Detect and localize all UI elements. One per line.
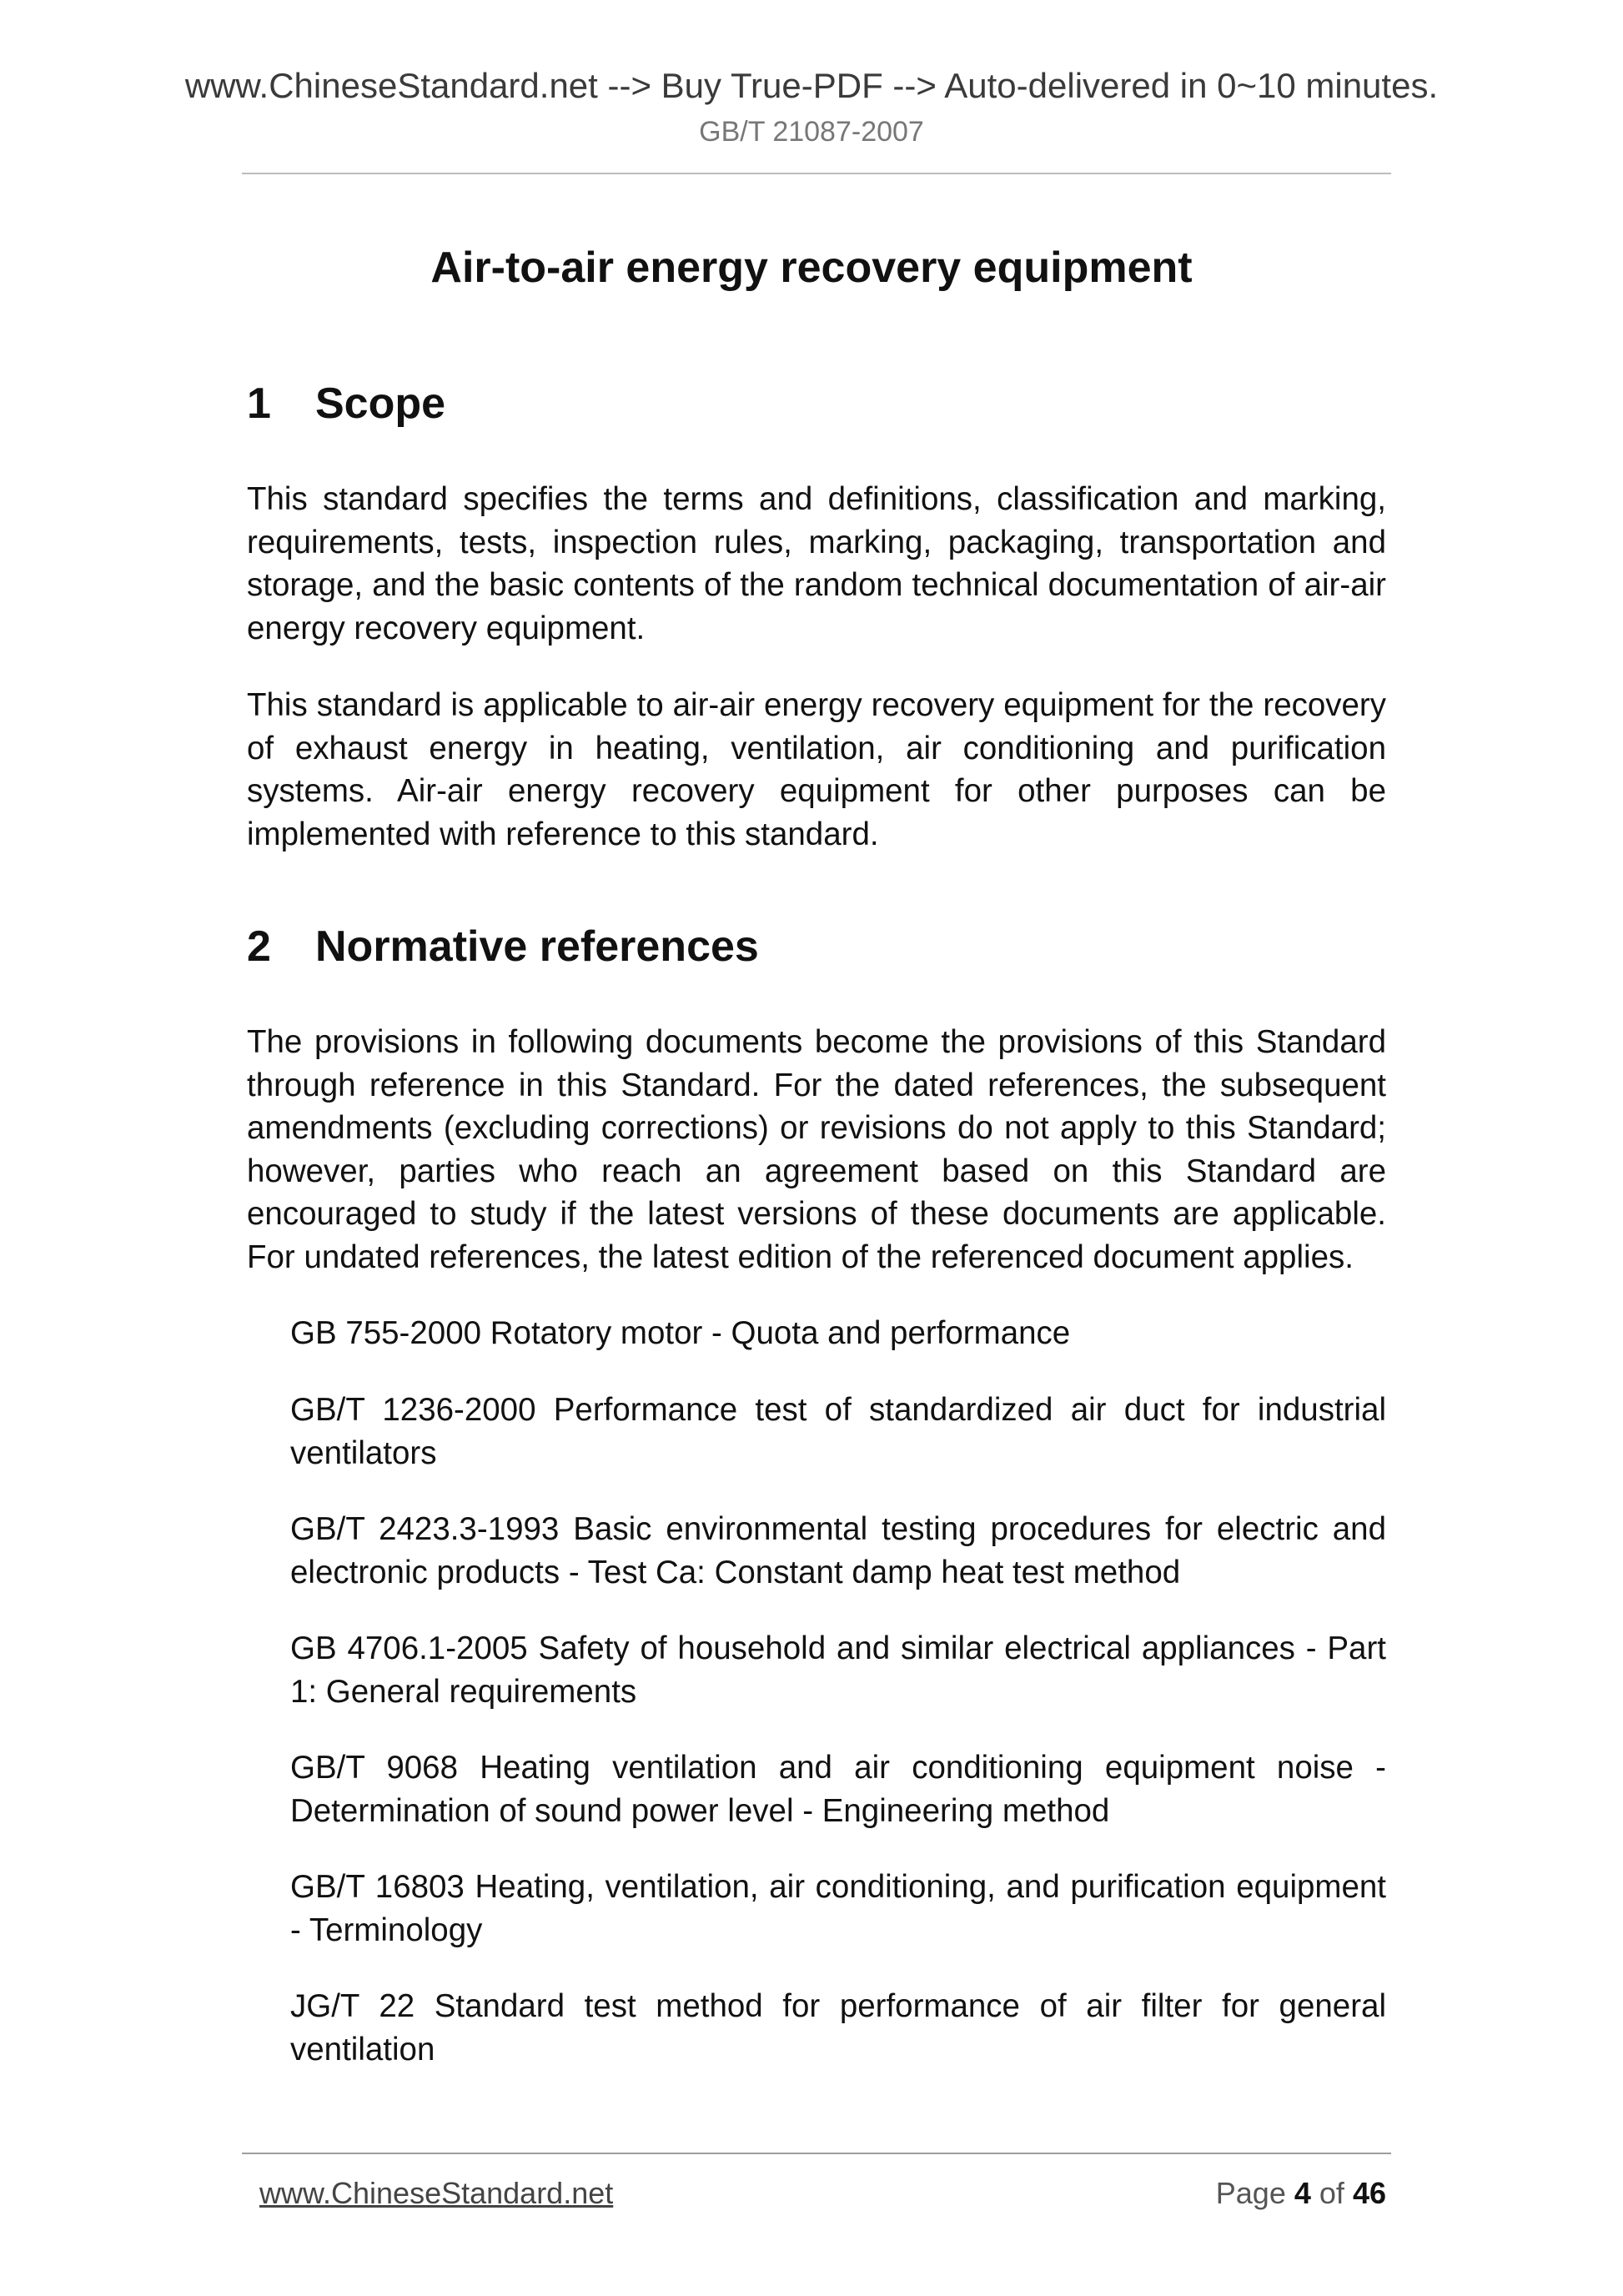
reference-item: GB/T 9068 Heating ventilation and air conditioning equipment noise - Determination of sound power level - Engineering method (290, 1750, 1386, 1829)
page-label: Page (1215, 2176, 1286, 2210)
document-title: Air-to-air energy recovery equipment (430, 244, 1193, 292)
reference-item: GB/T 2423.3-1993 Basic environmental testing procedures for electric and electronic products - Test Ca: Constant damp heat test method (290, 1511, 1386, 1590)
page-indicator (1216, 2175, 1386, 2211)
footer-divider (242, 2153, 1391, 2154)
header-divider (242, 173, 1391, 174)
reference-item: GB/T 1236-2000 Performance test of standardized air duct for industrial ventilators (290, 1392, 1386, 1471)
footer-website-link[interactable]: www.ChineseStandard.net (259, 2176, 614, 2210)
section-heading-normative-references (247, 921, 759, 972)
references-intro-paragraph: The provisions in following documents become the provisions of this Standard through reference in this Standard. For the dated references, the subsequent amendments (excluding corrections) or revisions do not apply to this Standard; however, parties who reach an agreement based on this Standard are encouraged to study if the latest versions of these documents are applicable. For undated references, the latest edition of the referenced document applies. (247, 1024, 1386, 1275)
total-page-count: 46 (1352, 2176, 1386, 2210)
standard-code: GB/T 21087-2007 (699, 116, 924, 148)
section-title: Normative references (315, 922, 759, 971)
scope-paragraph-2: This standard is applicable to air-air energy recovery equipment for the recovery of exhaust energy in heating, ventilation, air conditioning and purification systems. Air-air energy recovery equipment for other purposes can be implemented with reference to this standard. (247, 687, 1386, 852)
section-title: Scope (315, 379, 446, 428)
scope-paragraph-1: This standard specifies the terms and definitions, classification and marking, requirements, tests, inspection rules, marking, packaging, transportation and storage, and the basic contents of the random technical documentation of air-air energy recovery equipment. (247, 481, 1386, 646)
reference-item: GB 4706.1-2005 Safety of household and similar electrical appliances - Part 1: General requirements (290, 1630, 1386, 1710)
header-banner[interactable]: www.ChineseStandard.net --> Buy True-PDF --> Auto-delivered in 0~10 minutes. (184, 66, 1439, 105)
reference-item: GB/T 16803 Heating, ventilation, air conditioning, and purification equipment - Terminology (290, 1869, 1386, 1948)
reference-item: JG/T 22 Standard test method for performance of air filter for general ventilation (290, 1988, 1386, 2067)
page-of-label: of (1319, 2176, 1344, 2210)
current-page-number: 4 (1294, 2176, 1311, 2210)
section-number: 1 (247, 379, 271, 428)
section-number: 2 (247, 922, 271, 971)
reference-item: GB 755-2000 Rotatory motor - Quota and performance (290, 1315, 1071, 1351)
section-heading-scope (247, 378, 445, 430)
